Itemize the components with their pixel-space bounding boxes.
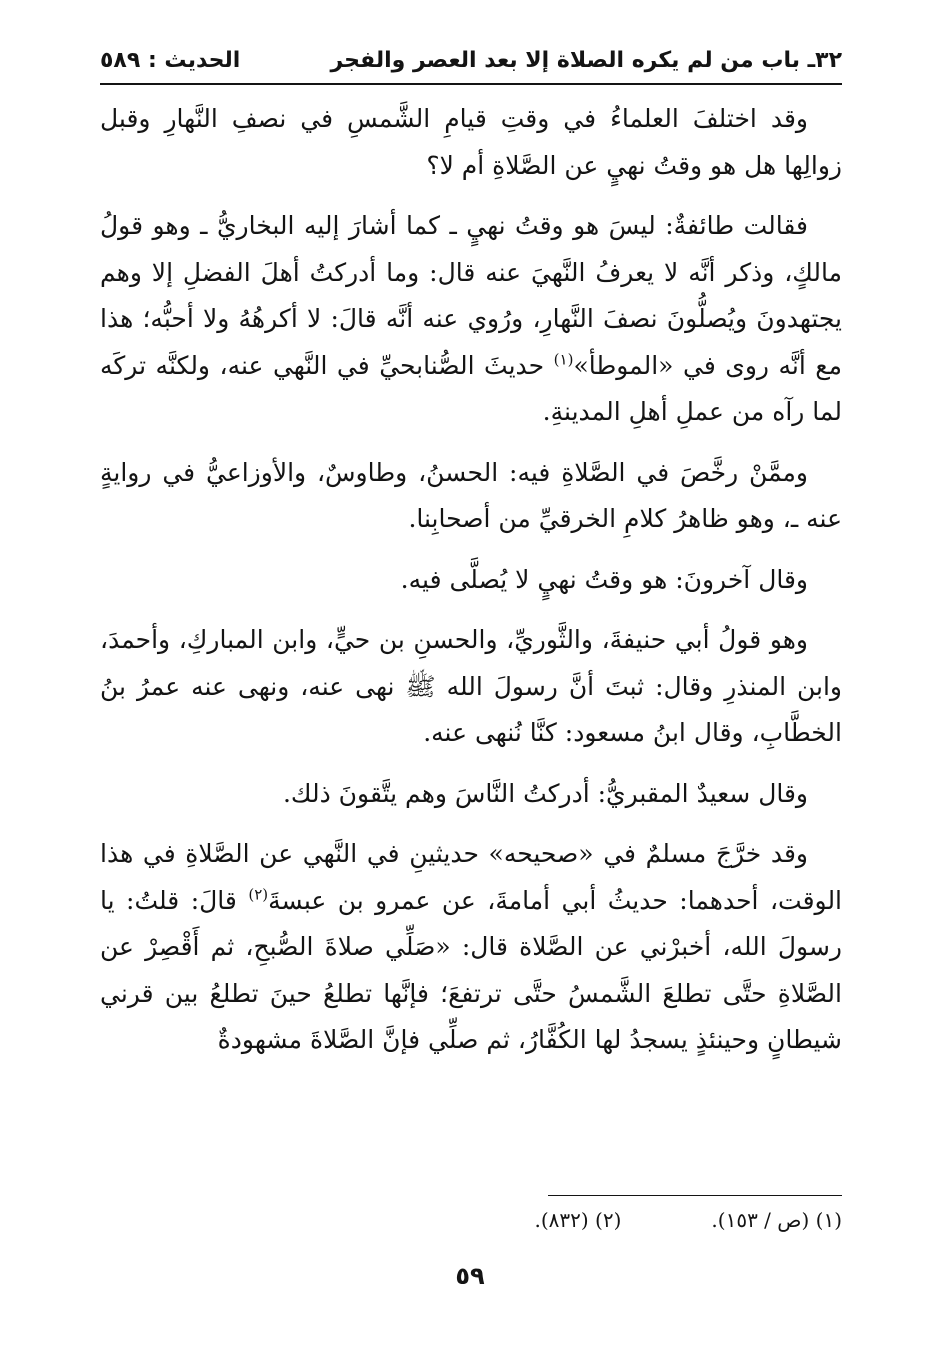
paragraph-text: قالَ: قلتُ: يا رسولَ الله، أخبرْني عن الصَّلاة قال: «صَلِّي صلاةَ الصُّبحِ، ثم أَقْصِرْ عن الصَّلاةِ حتَّى تطلعَ الشَّمسُ حتَّى ترتفعَ؛ فإنَّها تطلعُ حينَ تطلعُ بين قرني شيطانٍ وحينئذٍ يسجدُ لها الكُفَّارُ، ثم صلِّي فإنَّ الصَّلاةَ مشهودةٌ xyxy=(100,885,842,1054)
paragraph xyxy=(100,617,842,757)
paragraph-text: وقال آخرونَ: هو وقتُ نهيٍ لا يُصلَّى فيه. xyxy=(400,564,808,594)
hadith-number: الحديث : ٥٨٩ xyxy=(100,47,241,73)
body-text xyxy=(100,96,842,1078)
footnote-ref-1[interactable]: (١) xyxy=(553,350,574,369)
chapter-title: ٣٢ـ باب من لم يكره الصلاة إلا بعد العصر والفجر xyxy=(330,47,842,73)
footnote-1: (١) (ص / ١٥٣). xyxy=(711,1208,842,1232)
paragraph xyxy=(100,450,842,543)
footnote-2: (٢) (٨٣٢). xyxy=(534,1208,622,1232)
running-header xyxy=(100,40,842,80)
paragraph-text: وقال سعيدٌ المقبريُّ: أدركتُ النَّاسَ وهم يتَّقونَ ذلك. xyxy=(282,778,808,808)
paragraph-text: وقد خرَّجَ مسلمٌ في «صحيحه» حديثينِ في النَّهي عن الصَّلاةِ في هذا الوقت، أحدهما: حديثُ أبي أمامةَ، عن عمرو بن عبسةَ xyxy=(100,839,843,915)
header-rule xyxy=(100,83,842,85)
paragraph xyxy=(100,203,842,436)
paragraph-text: وهو قولُ أبي حنيفةَ، والثَّوريِّ، والحسنِ بن حيٍّ، وابن المباركِ، وأحمدَ، وابن المنذرِ وقال: ثبتَ أنَّ رسولَ الله ﷺ نهى عنه، ونهى عنه عمرُ بنُ الخطَّابِ، وقال ابنُ مسعود: كنَّا نُنهى عنه. xyxy=(100,625,842,747)
footnote-rule xyxy=(548,1195,842,1196)
paragraph-text: وممَّنْ رخَّصَ في الصَّلاةِ فيه: الحسنُ، وطاوسٌ، والأوزاعيُّ في روايةٍ عنه ـ، وهو ظاهرُ كلامِ الخرقيِّ من أصحابِنا. xyxy=(100,457,842,533)
paragraph xyxy=(100,96,842,189)
paragraph-text: فقالت طائفةٌ: ليسَ هو وقتُ نهيٍ ـ كما أشارَ إليه البخاريُّ ـ وهو قولُ مالكٍ، وذكر أنَّه لا يعرفُ النَّهيَ عنه قال: وما أدركتُ أهلَ الفضلِ إلا وهم يجتهدونَ ويُصلُّونَ نصفَ النَّهارِ، ورُوي عنه أنَّه قالَ: لا أكرهُهُ ولا أحبُّه؛ هذا مع أنَّه روى في «الموطأ» xyxy=(100,211,842,380)
paragraph-text: حديثَ الصُّنابحيِّ في النَّهي عنه، ولكنَّه تركَه لما رآه من عملِ أهلِ المدينةِ. xyxy=(100,350,842,426)
paragraph xyxy=(100,771,842,818)
footnote-ref-2[interactable]: (٢) xyxy=(248,885,269,904)
page-number: ٥٩ xyxy=(455,1262,485,1290)
paragraph xyxy=(100,831,842,1064)
footnotes xyxy=(380,1205,842,1235)
paragraph xyxy=(100,557,842,604)
paragraph-text: وقد اختلفَ العلماءُ في وقتِ قيامِ الشَّمسِ في نصفِ النَّهارِ وقبل زوالِها هل هو وقتُ نهيٍ عن الصَّلاةِ أم لا؟ xyxy=(100,104,842,180)
